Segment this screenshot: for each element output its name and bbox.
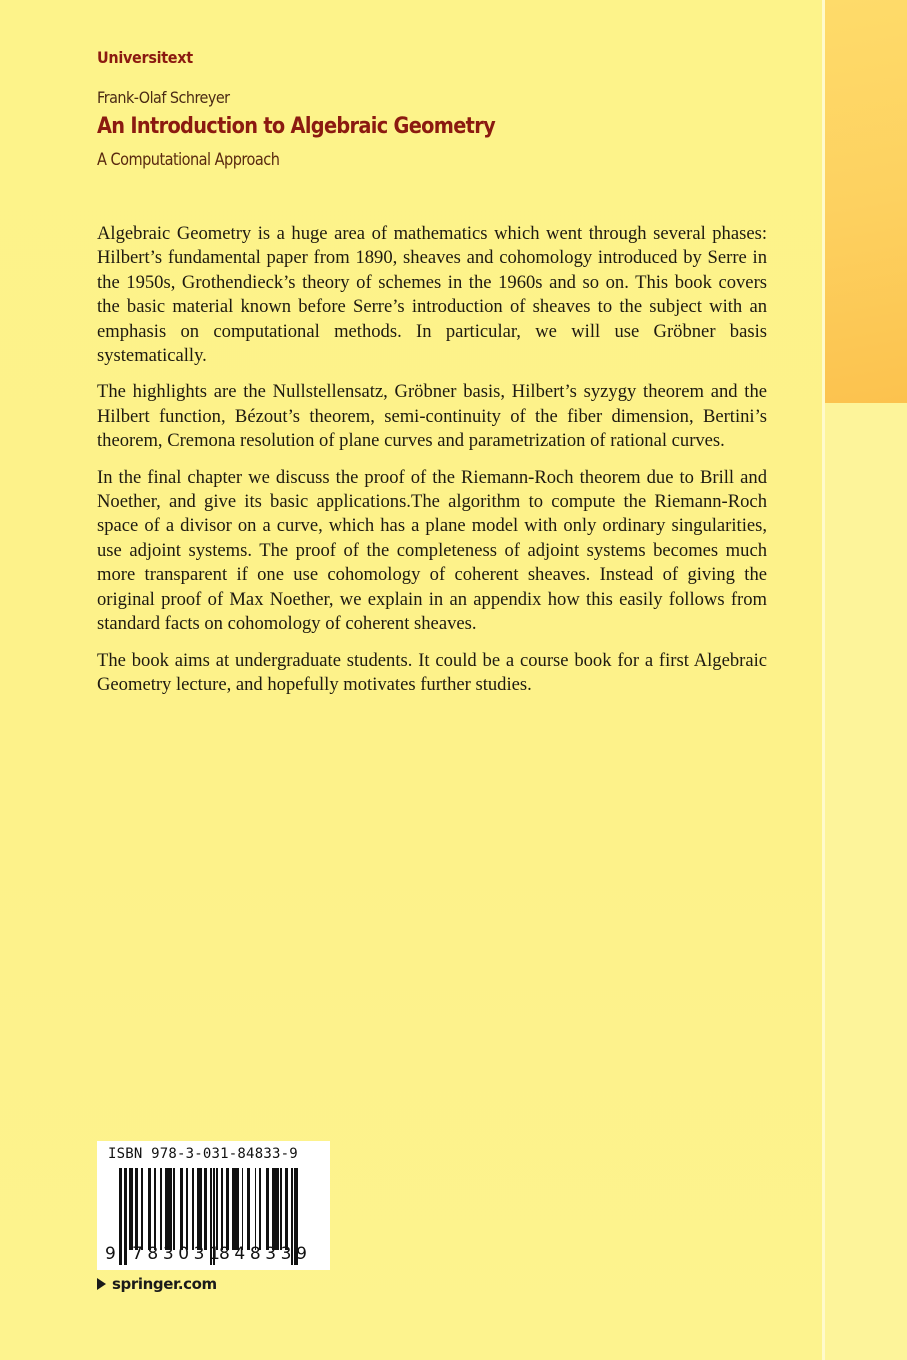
isbn-label: ISBN 978-3-031-84833-9 bbox=[108, 1146, 298, 1162]
book-title: An Introduction to Algebraic Geometry bbox=[97, 113, 496, 139]
blurb-paragraph-1: Algebraic Geometry is a huge area of mathematics which went through several phases: Hilbert’s fundamental paper from 1890, sheaves and cohomology introduced by Serre in the 1950s, Grothendieck’s theory of schemes in the 1960s and so on. This book covers the basic material known before Serre’s introduction of sheaves to the subject with an emphasis on computational methods. In particular, we will use Gröbner basis systematically. bbox=[97, 223, 767, 367]
blurb-paragraph-4: The book aims at undergraduate students. It could be a course book for a first Algebraic Geometry lecture, and hopefully motivates further studies. bbox=[97, 649, 767, 695]
barcode-digits-right: 848339 bbox=[219, 1244, 312, 1264]
publisher-link-label: springer.com bbox=[112, 1275, 217, 1293]
author-name: Frank-Olaf Schreyer bbox=[97, 88, 230, 107]
series-name: Universitext bbox=[97, 48, 193, 67]
blurb-paragraph-3: In the final chapter we discuss the proof of the Riemann-Roch theorem due to Brill and Noether, and give its basic applications.The algorithm to compute the Riemann-Roch space of a divisor on a curve, which has a plane model with only ordinary singularities, use adjoint systems. The proof of the completeness of adjoint systems becomes much more transparent if one use cohomology of coherent sheaves. Instead of giving the original proof of Max Noether, we explain in an appendix how this easily follows from standard facts on cohomology of coherent sheaves. bbox=[97, 466, 767, 635]
play-triangle-icon bbox=[97, 1278, 106, 1290]
blurb-paragraph-2: The highlights are the Nullstellensatz, Gröbner basis, Hilbert’s syzygy theorem and the Hilbert function, Bézout’s theorem, semi-continuity of the fiber dimension, Bertini’s theorem, Cremona resolution of plane curves and parametrization of rational curves. bbox=[97, 381, 767, 452]
publisher-link[interactable] bbox=[97, 1275, 217, 1293]
book-subtitle: A Computational Approach bbox=[97, 150, 280, 169]
orange-accent-block bbox=[825, 0, 907, 403]
barcode-digit-first: 9 bbox=[105, 1244, 116, 1264]
isbn-barcode bbox=[97, 1141, 330, 1270]
barcode-digits-left: 783031 bbox=[132, 1244, 225, 1264]
blurb-text bbox=[97, 222, 767, 709]
